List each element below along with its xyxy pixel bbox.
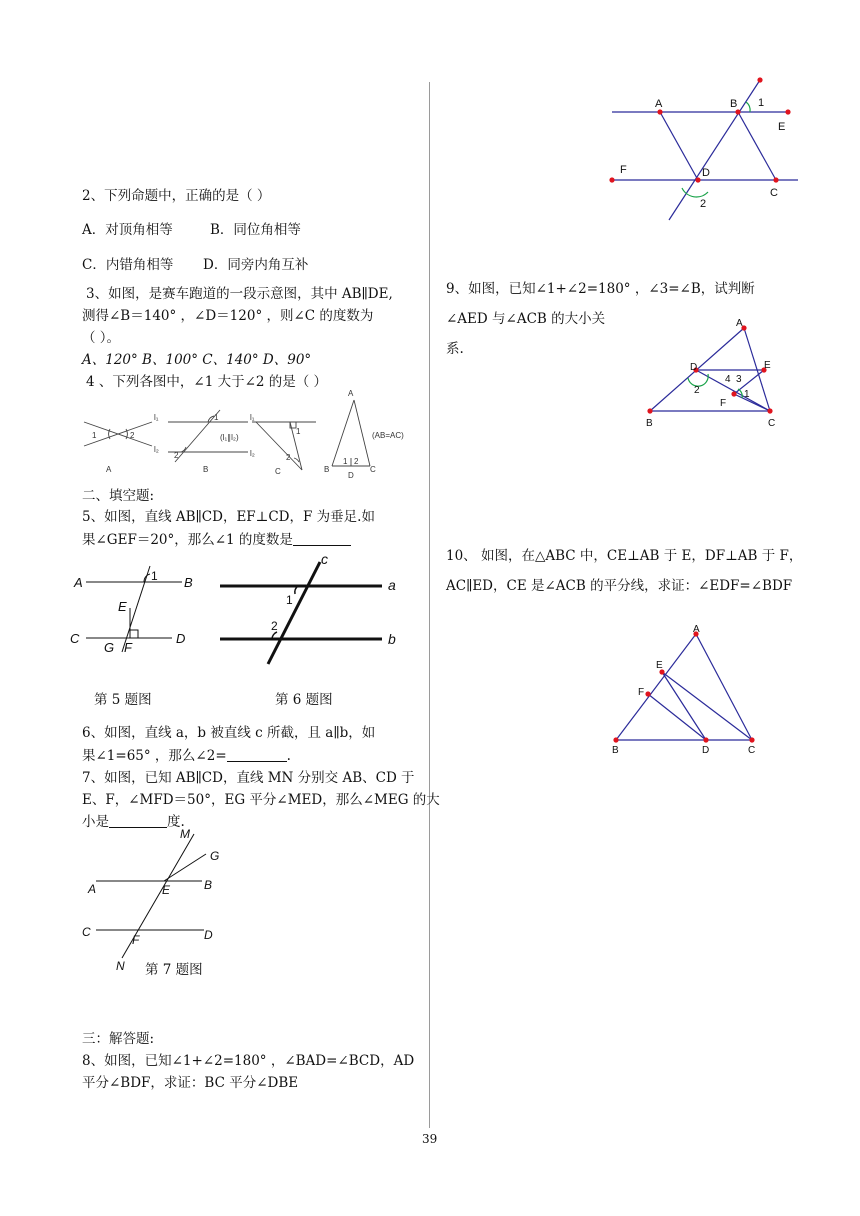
svg-text:c: c [321,551,328,567]
svg-text:A: A [655,98,663,110]
q4-label-b: B [203,465,209,474]
svg-text:D: D [176,631,186,646]
q10-line1: 10、 如图，在△ABC 中，CE⊥AB 于 E，DF⊥AB 于 F， [446,548,803,564]
svg-text:A: A [736,318,743,329]
q2-option-a: A．对顶角相等 [82,222,173,238]
q9-line3: 系. [446,341,464,357]
svg-text:l₁: l₁ [154,413,159,422]
svg-text:A: A [348,389,354,398]
q6-caption: 第 6 题图 [275,692,333,708]
q6-figure [214,552,404,667]
svg-text:C: C [82,925,91,939]
q4-label-a: A [106,465,112,474]
q4-figures [80,389,410,482]
q9-figure [638,318,788,430]
svg-text:1: 1 [92,431,97,440]
svg-text:2: 2 [130,431,135,440]
q6-line2: 果∠1=65° ，那么∠2= . [82,748,291,764]
svg-text:B: B [204,878,213,892]
svg-text:D: D [348,471,354,480]
svg-text:1: 1 [744,389,750,400]
svg-text:D: D [204,928,213,942]
svg-text:2: 2 [286,453,291,462]
svg-text:E: E [764,360,771,371]
q7-line3: 小是 度. [82,814,185,830]
q4-label-c: C [275,467,281,476]
q3-line1: 3、如图，是赛车跑道的一段示意图，其中 AB∥DE, [86,286,393,302]
q4b-note: (l₁∥l₂) [220,433,239,442]
q10-figure [606,622,776,758]
svg-text:b: b [388,631,396,647]
q6-line1: 6、如图，直线 a，b 被直线 c 所截，且 a∥b，如 [82,725,376,741]
svg-text:E: E [118,599,127,614]
svg-text:F: F [124,640,132,655]
svg-text:2: 2 [694,385,700,396]
svg-text:2: 2 [354,457,359,466]
svg-text:B: B [646,418,653,429]
column-divider [429,82,430,1128]
section-2-title: 二、填空题: [82,488,155,504]
svg-text:N: N [116,959,125,973]
q8-line2: 平分∠BDF，求证：BC 平分∠DBE [82,1075,299,1091]
svg-text:l₂: l₂ [154,445,159,454]
svg-text:1: 1 [343,457,348,466]
svg-text:B: B [730,98,738,110]
q3-options: A、120° B、100° C、140° D、90° [82,352,312,368]
svg-text:B: B [612,745,619,756]
q2-stem: 2、下列命题中，正确的是（ ） [82,188,271,204]
svg-text:D: D [702,167,710,179]
q9-line1: 9、如图，已知∠1+∠2=180° ，∠3=∠B，试判断 [446,281,755,297]
svg-text:G: G [210,849,220,863]
q5-caption: 第 5 题图 [94,692,152,708]
q5-figure [70,560,205,660]
svg-text:B: B [324,465,330,474]
svg-text:l₂: l₂ [250,449,255,458]
svg-text:C: C [70,631,80,646]
svg-text:C: C [768,418,776,429]
q7-line1: 7、如图，已知 AB∥CD，直线 MN 分别交 AB、CD 于 [82,770,415,786]
q3-line2: 测得∠B＝140° ，∠D＝120° ，则∠C 的度数为 [82,308,374,324]
svg-text:l₁: l₁ [250,413,255,422]
svg-text:M: M [180,827,190,841]
page-number: 39 [422,1132,438,1146]
q8-line1: 8、如图，已知∠1+∠2=180° ，∠BAD=∠BCD，AD [82,1053,415,1069]
svg-text:A: A [88,882,97,896]
svg-text:F: F [638,687,645,698]
svg-text:F: F [132,933,140,947]
svg-text:C: C [770,187,778,199]
q4d-note: (AB=AC) [372,431,404,440]
q9-line2: ∠AED 与∠ACB 的大小关 [446,311,606,327]
q7-figure [80,826,230,976]
svg-text:3: 3 [736,374,742,385]
svg-text:4: 4 [725,374,731,385]
svg-text:B: B [184,575,193,590]
svg-text:A: A [693,624,700,635]
svg-text:a: a [388,577,396,593]
svg-text:2: 2 [700,198,707,210]
section-3-title: 三：解答题: [82,1031,155,1047]
q2-option-d: D．同旁内角互补 [203,257,309,273]
svg-text:C: C [748,745,756,756]
svg-text:E: E [656,660,663,671]
svg-text:E: E [162,883,171,897]
q5-line1: 5、如图，直线 AB∥CD，EF⊥CD，F 为垂足.如 [82,509,375,525]
q4-stem: 4 、下列各图中，∠1 大于∠2 的是（ ） [86,374,328,390]
q2-option-c: C．内错角相等 [82,257,174,273]
q8-figure [604,76,804,226]
q2-option-b: B．同位角相等 [210,222,301,238]
svg-text:2: 2 [271,619,278,633]
q5-answer-blank[interactable] [293,531,351,546]
q7-caption: 第 7 题图 [145,962,203,978]
svg-text:E: E [778,121,786,133]
svg-text:G: G [104,640,115,655]
q7-line2: E、F，∠MFD＝50°，EG 平分∠MED，那么∠MEG 的大 [82,792,440,808]
svg-text:1: 1 [214,413,219,422]
q3-line3: （ ）。 [82,330,121,346]
svg-text:1: 1 [296,427,301,436]
svg-text:F: F [720,398,727,409]
svg-text:1: 1 [151,569,158,583]
svg-text:2: 2 [174,451,179,460]
q6-answer-blank[interactable] [227,747,287,762]
svg-text:1: 1 [286,593,293,607]
svg-text:C: C [370,465,376,474]
svg-text:1: 1 [758,97,765,109]
q10-line2: AC∥ED，CE 是∠ACB 的平分线，求证：∠EDF=∠BDF [446,578,793,594]
svg-text:D: D [690,362,698,373]
svg-text:D: D [702,745,710,756]
svg-text:A: A [74,575,83,590]
q5-line2: 果∠GEF＝20°，那么∠1 的度数是 [82,531,351,549]
svg-text:F: F [620,164,627,176]
